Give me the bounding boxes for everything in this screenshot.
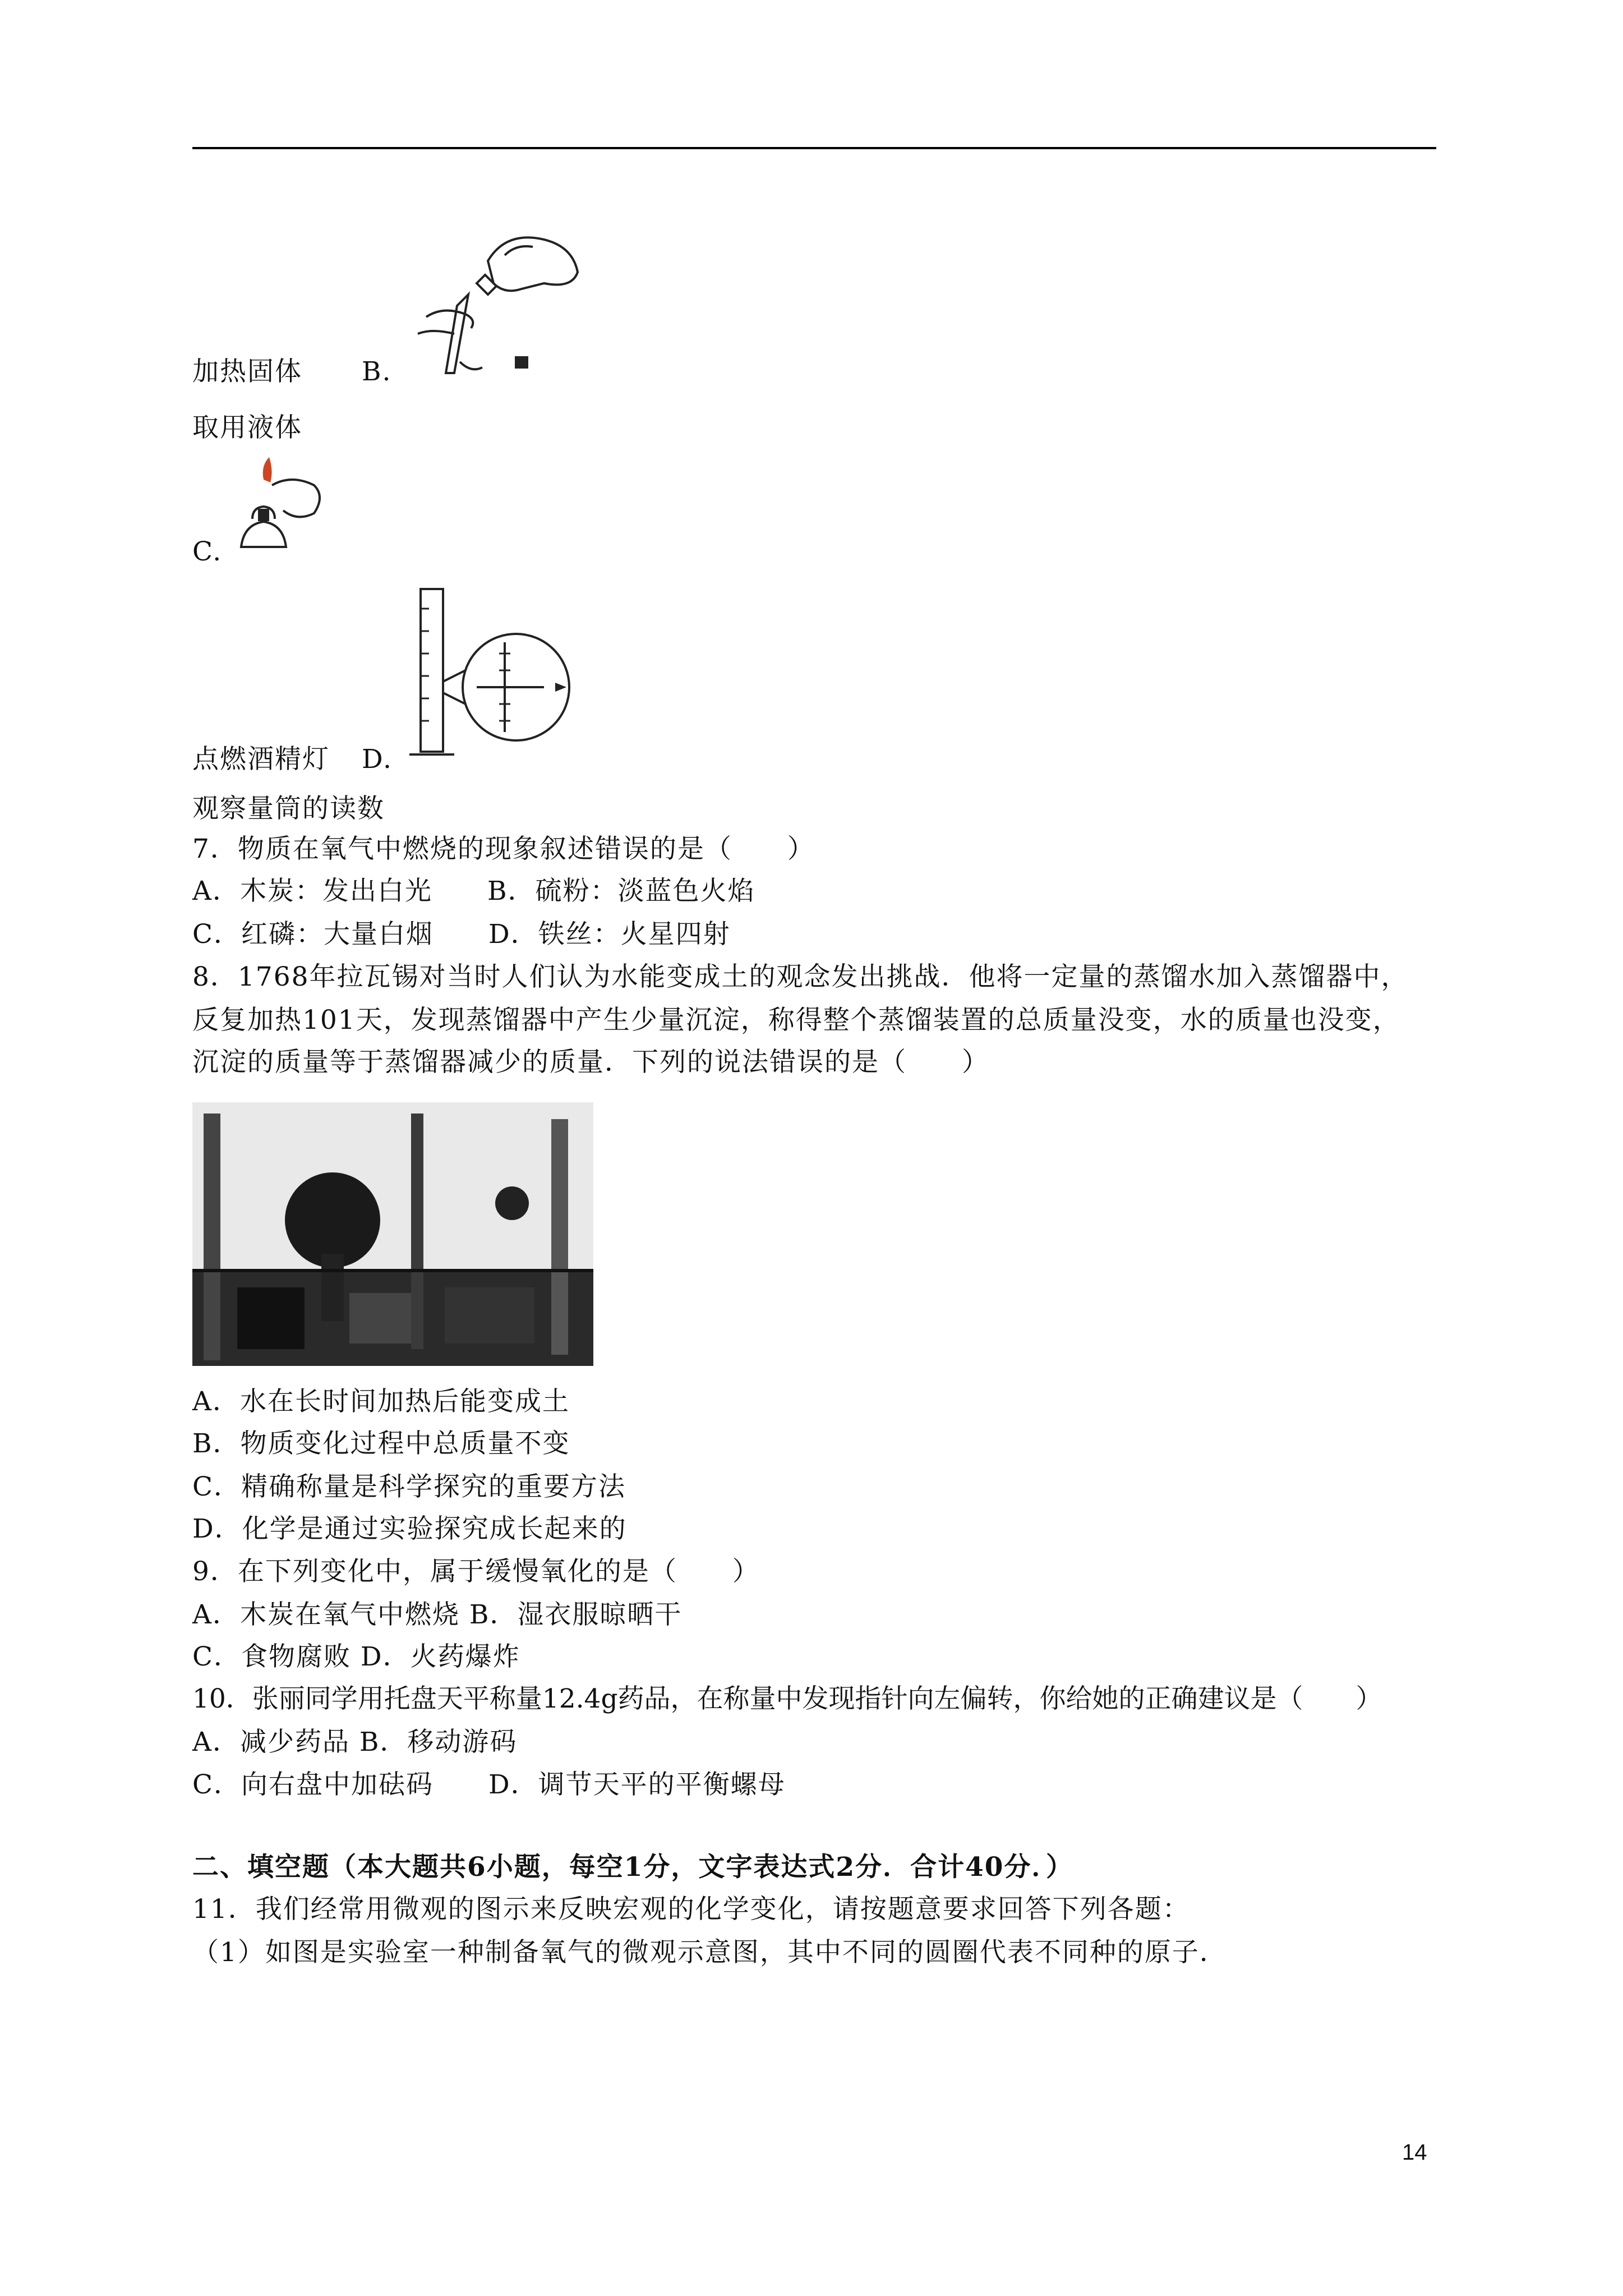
option-d-label: D. bbox=[362, 744, 393, 775]
question-8-option-d: D．化学是通过实验探究成长起来的 bbox=[192, 1513, 627, 1544]
distillation-apparatus-photo bbox=[192, 1102, 593, 1366]
question-7-options-cd: C．红磷：大量白烟 D．铁丝：火星四射 bbox=[192, 919, 731, 950]
question-9-options-cd: C．食物腐败 D．火药爆炸 bbox=[192, 1641, 520, 1672]
option-b-label: B. bbox=[362, 356, 392, 387]
question-10: 10．张丽同学用托盘天平称量12.4g药品，在称量中发现指针向左偏转，你给她的正确建议是（ ） bbox=[192, 1683, 1382, 1714]
question-8-line-3: 沉淀的质量等于蒸馏器减少的质量．下列的说法错误的是（ ） bbox=[192, 1047, 989, 1078]
question-8-option-c: C．精确称量是科学探究的重要方法 bbox=[192, 1471, 626, 1502]
question-8-option-a: A．水在长时间加热后能变成土 bbox=[192, 1386, 570, 1417]
question-10-options-ab: A．减少药品 B．移动游码 bbox=[192, 1727, 518, 1757]
question-7: 7．物质在氧气中燃烧的现象叙述错误的是（ ） bbox=[192, 834, 815, 864]
pour-liquid-figure bbox=[393, 222, 594, 395]
page-number: 14 bbox=[1402, 2140, 1427, 2165]
label-heat-solid: 加热固体 bbox=[192, 356, 302, 387]
question-8-option-b: B．物质变化过程中总质量不变 bbox=[192, 1428, 570, 1459]
label-take-liquid: 取用液体 bbox=[192, 412, 302, 443]
label-read-cylinder: 观察量筒的读数 bbox=[192, 793, 385, 824]
question-8-line-1: 8．1768年拉瓦锡对当时人们认为水能变成土的观念发出挑战．他将一定量的蒸馏水加入蒸馏器中， bbox=[192, 961, 1409, 992]
option-c-label: C. bbox=[192, 536, 223, 567]
label-light-lamp: 点燃酒精灯 bbox=[192, 744, 330, 775]
question-9: 9．在下列变化中，属于缓慢氧化的是（ ） bbox=[192, 1556, 760, 1587]
question-9-options-ab: A．木炭在氧气中燃烧 B．湿衣服晾晒干 bbox=[192, 1599, 683, 1630]
graduated-cylinder-figure bbox=[404, 586, 617, 766]
question-11: 11．我们经常用微观的图示来反映宏观的化学变化，请按题意要求回答下列各题： bbox=[192, 1894, 1190, 1925]
section-2-heading: 二、填空题（本大题共6小题，每空1分，文字表达式2分．合计40分．） bbox=[192, 1852, 1074, 1883]
header-rule bbox=[192, 147, 1436, 149]
alcohol-lamp-figure bbox=[230, 457, 331, 564]
question-11-part-1: （1）如图是实验室一种制备氧气的微观示意图，其中不同的圆圈代表不同种的原子． bbox=[192, 1937, 1227, 1968]
question-8-line-2: 反复加热101天，发现蒸馏器中产生少量沉淀，称得整个蒸馏装置的总质量没变，水的质量也没变， bbox=[192, 1005, 1400, 1036]
question-10-options-cd: C．向右盘中加砝码 D．调节天平的平衡螺母 bbox=[192, 1769, 786, 1800]
question-7-options-ab: A．木炭：发出白光 B．硫粉：淡蓝色火焰 bbox=[192, 876, 755, 907]
